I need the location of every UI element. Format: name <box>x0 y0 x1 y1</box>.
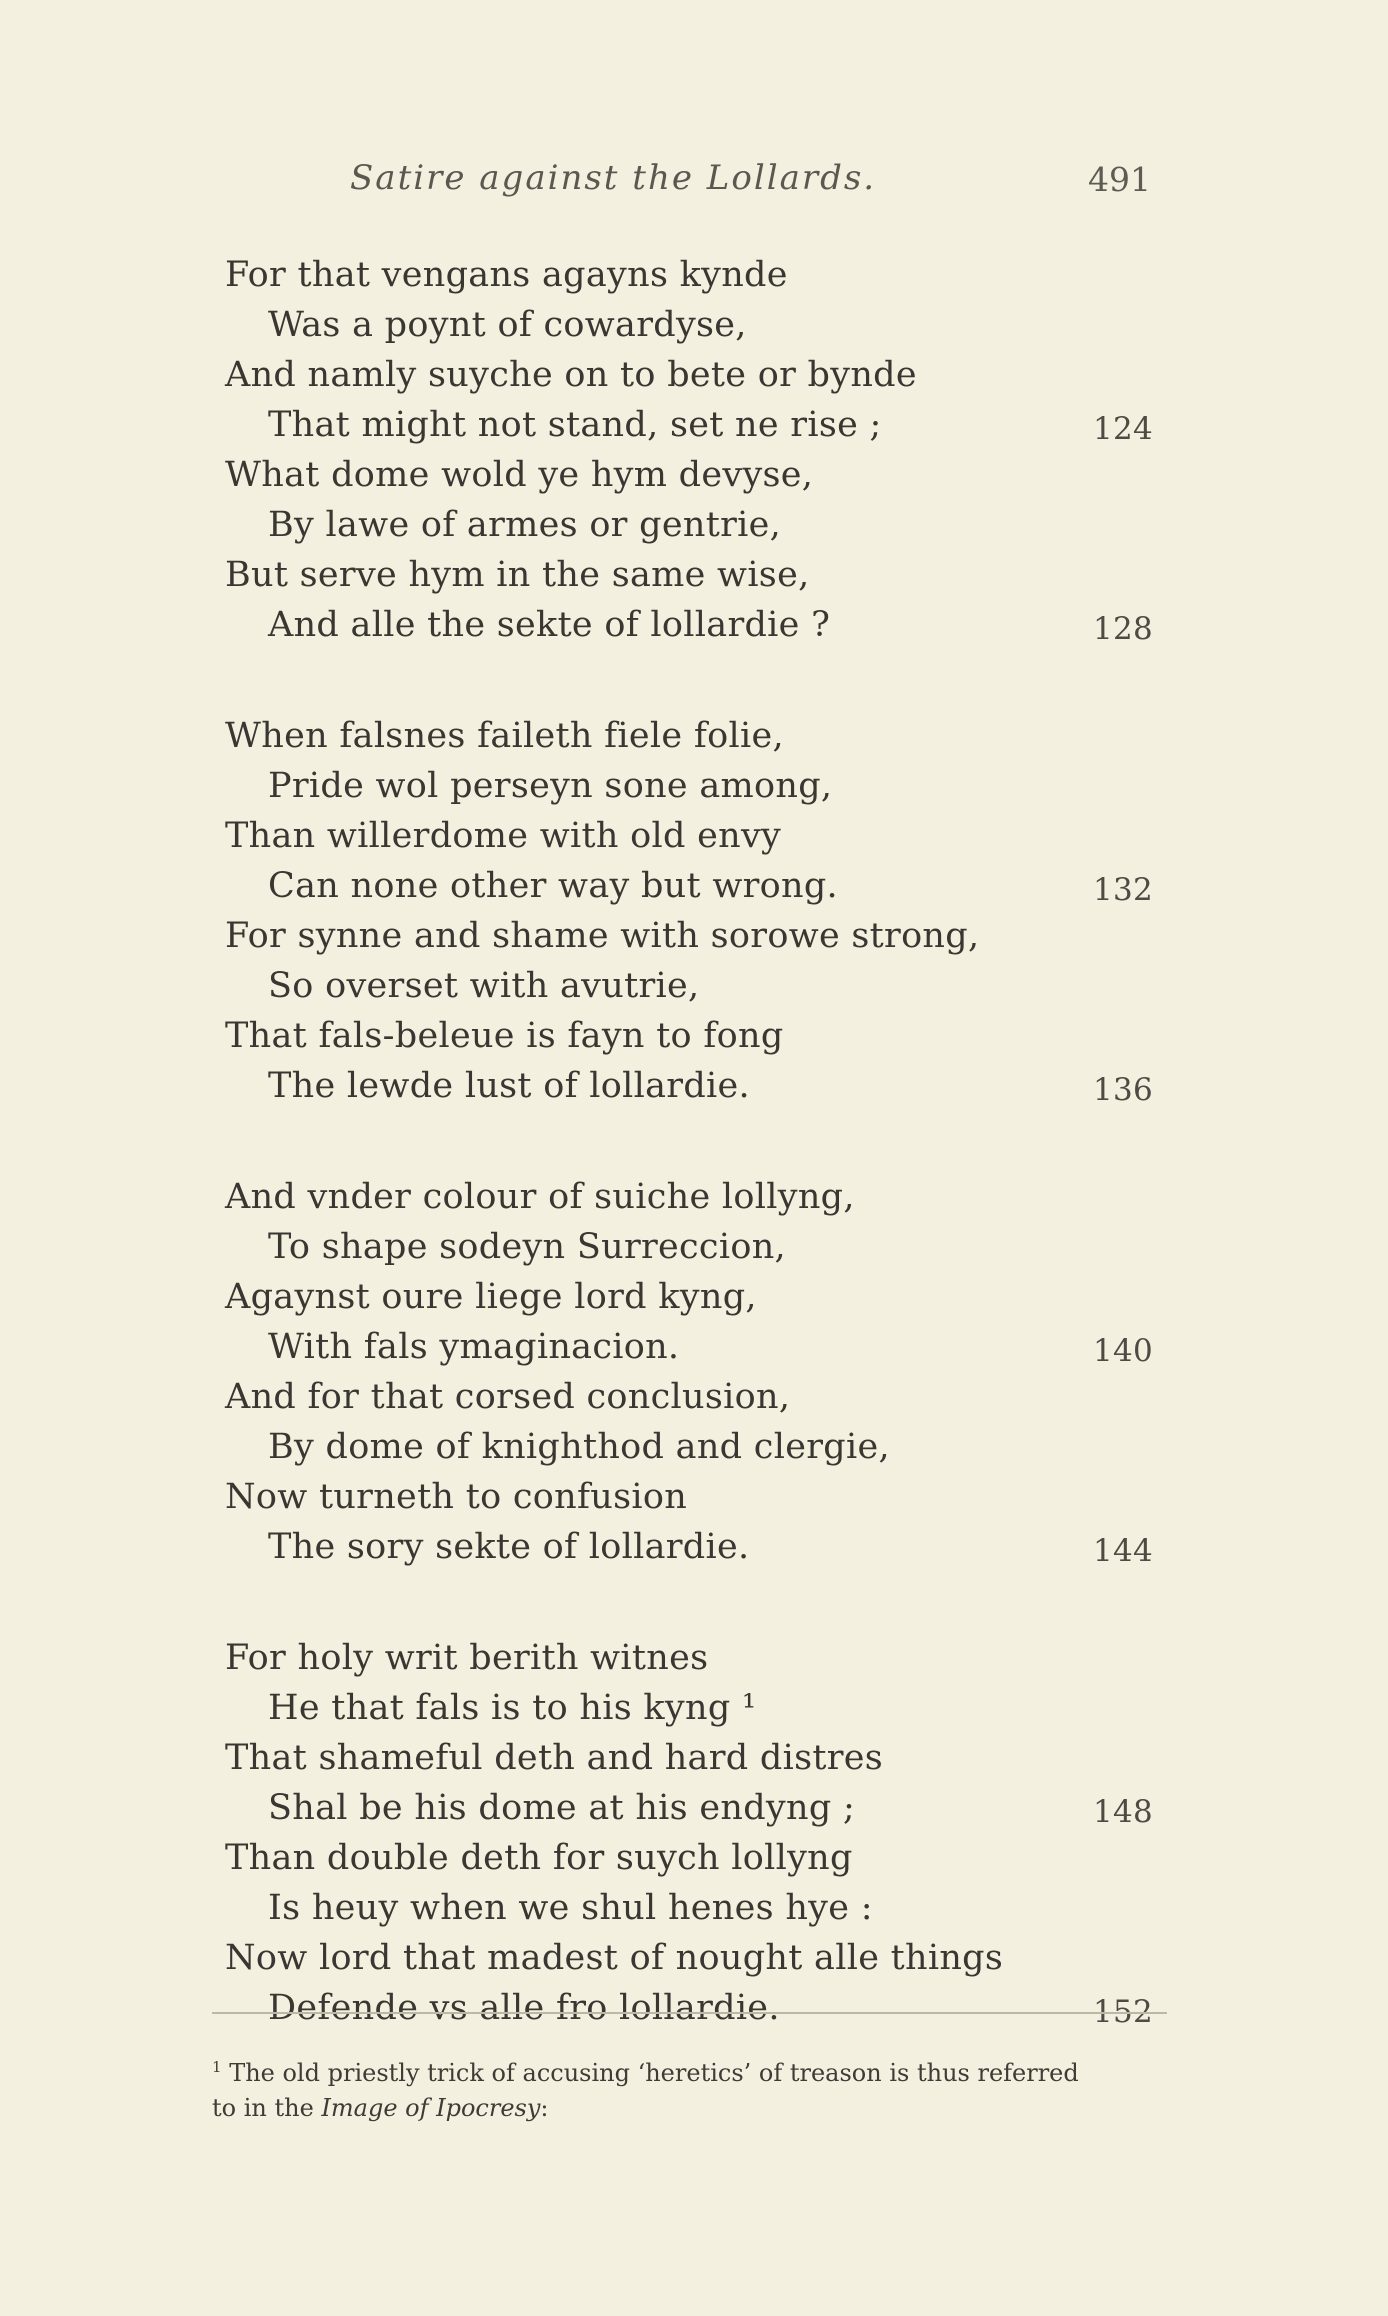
poem-line <box>0 600 1388 650</box>
poem-line-text: The sory sekte of lollardie. <box>268 1527 750 1567</box>
poem-line <box>0 1422 1388 1472</box>
poem-line <box>0 250 1388 300</box>
poem-line <box>0 961 1388 1011</box>
poem-line-text: To shape sodeyn Surreccion, <box>268 1227 786 1267</box>
line-number: 140 <box>1093 1333 1154 1369</box>
poem-line <box>0 1683 1388 1733</box>
poem-line <box>0 711 1388 761</box>
poem-line-text: Was a poynt of cowardyse, <box>268 305 747 345</box>
poem-line-text: And namly suyche on to bete or bynde <box>225 355 917 395</box>
poem-line <box>0 1061 1388 1111</box>
poem-line-text: With fals ymaginacion. <box>268 1327 680 1367</box>
line-number: 124 <box>1093 411 1154 447</box>
poem-line-text: Pride wol perseyn sone among, <box>268 766 833 806</box>
footnote-text-1: The old priestly trick of accusing ‘heretics’ of treason is thus referred <box>229 2059 1079 2087</box>
poem-line-text: Now turneth to confusion <box>225 1477 688 1517</box>
footnote-divider <box>212 2012 1167 2014</box>
poem-line <box>0 1783 1388 1833</box>
poem-line-text: The lewde lust of lollardie. <box>268 1066 750 1106</box>
footnote-marker: 1 <box>212 2058 222 2076</box>
poem-line-text: And for that corsed conclusion, <box>225 1377 791 1417</box>
poem-line <box>0 1472 1388 1522</box>
poem-line-text: Agaynst oure liege lord kyng, <box>225 1277 757 1317</box>
poem-line-text: So overset with avutrie, <box>268 966 700 1006</box>
poem-line-text: That shameful deth and hard distres <box>225 1738 884 1778</box>
poem-line <box>0 1633 1388 1683</box>
poem-line-text: Defende vs alle fro lollardie. <box>268 1988 780 2028</box>
poem-line <box>0 1522 1388 1572</box>
line-number: 152 <box>1093 1994 1154 2030</box>
stanza <box>0 1172 1388 1572</box>
line-number: 132 <box>1093 872 1154 908</box>
poem-line <box>0 1322 1388 1372</box>
line-number: 128 <box>1093 611 1154 647</box>
stanza <box>0 250 1388 650</box>
poem-line <box>0 1222 1388 1272</box>
line-number: 148 <box>1093 1794 1154 1830</box>
poem-line-text: And vnder colour of suiche lollyng, <box>225 1177 855 1217</box>
poem <box>0 250 1388 2094</box>
footnote-work-title: Image of Ipocresy <box>321 2094 541 2122</box>
poem-line-text: And alle the sekte of lollardie ? <box>268 605 831 645</box>
footnote-text-2-prefix: to in the <box>212 2094 322 2122</box>
poem-line <box>0 350 1388 400</box>
footnote-line-1 <box>212 2050 1192 2091</box>
poem-line-text: By dome of knighthod and clergie, <box>268 1427 890 1467</box>
poem-line <box>0 500 1388 550</box>
poem-line-text: That might not stand, set ne rise ; <box>268 405 882 445</box>
poem-line <box>0 1272 1388 1322</box>
poem-line <box>0 550 1388 600</box>
poem-line-text: By lawe of armes or gentrie, <box>268 505 782 545</box>
poem-line-text: Can none other way but wrong. <box>268 866 838 906</box>
running-title: Satire against the Lollards. <box>350 158 877 198</box>
poem-line <box>0 1883 1388 1933</box>
poem-line-text: He that fals is to his kyng ¹ <box>268 1688 757 1728</box>
footnote <box>212 2050 1192 2126</box>
poem-line <box>0 400 1388 450</box>
poem-line <box>0 861 1388 911</box>
poem-line-text: Shal be his dome at his endyng ; <box>268 1788 856 1828</box>
line-number: 136 <box>1093 1072 1154 1108</box>
poem-line <box>0 1983 1388 2033</box>
page-number: 491 <box>1088 160 1151 199</box>
poem-line-text: When falsnes faileth fiele folie, <box>225 716 784 756</box>
poem-line <box>0 811 1388 861</box>
poem-line-text: For holy writ berith witnes <box>225 1638 709 1678</box>
poem-line-text: But serve hym in the same wise, <box>225 555 810 595</box>
footnote-line-2 <box>212 2091 1192 2126</box>
poem-line <box>0 450 1388 500</box>
poem-line-text: Than willerdome with old envy <box>225 816 782 856</box>
poem-line <box>0 761 1388 811</box>
poem-line-text: That fals-beleue is fayn to fong <box>225 1016 784 1056</box>
poem-line <box>0 300 1388 350</box>
stanza <box>0 711 1388 1111</box>
poem-line-text: Than double deth for suych lollyng <box>225 1838 853 1878</box>
poem-line-text: Now lord that madest of nought alle things <box>225 1938 1004 1978</box>
poem-line-text: Is heuy when we shul henes hye : <box>268 1888 873 1928</box>
poem-line <box>0 1833 1388 1883</box>
stanza <box>0 1633 1388 2033</box>
poem-line-text: For synne and shame with sorowe strong, <box>225 916 980 956</box>
poem-line <box>0 1733 1388 1783</box>
poem-line <box>0 1372 1388 1422</box>
poem-line <box>0 1933 1388 1983</box>
poem-line <box>0 911 1388 961</box>
page-header <box>0 158 1388 208</box>
poem-line <box>0 1011 1388 1061</box>
footnote-text-2-suffix: : <box>540 2094 549 2122</box>
poem-line-text: For that vengans agayns kynde <box>225 255 788 295</box>
line-number: 144 <box>1093 1533 1154 1569</box>
poem-line-text: What dome wold ye hym devyse, <box>225 455 814 495</box>
poem-line <box>0 1172 1388 1222</box>
